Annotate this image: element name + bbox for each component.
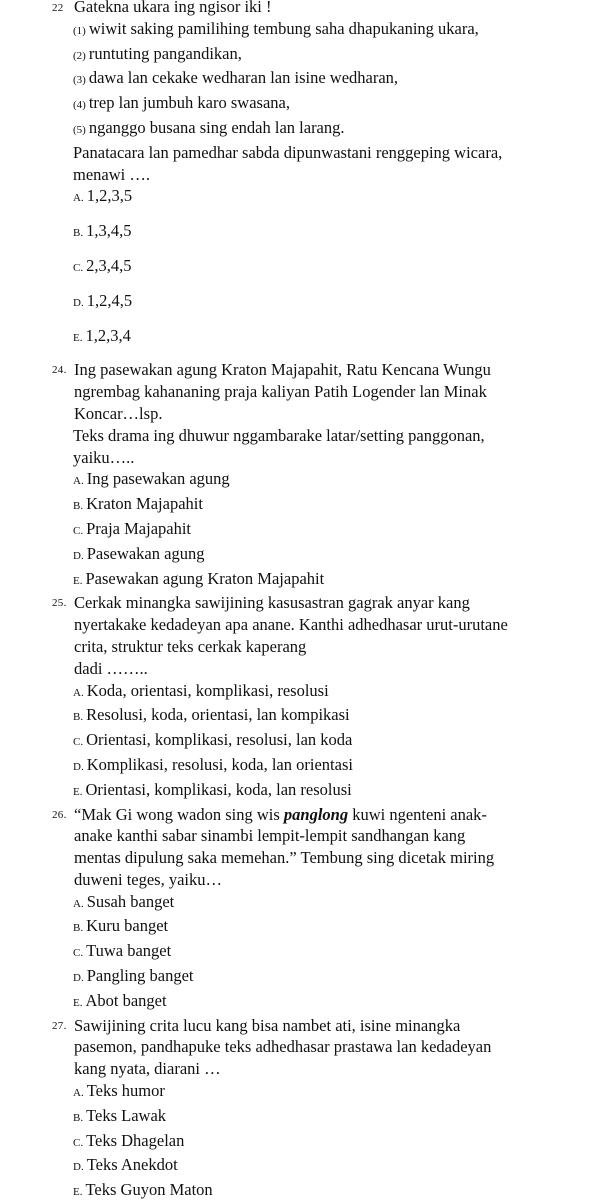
option-b[interactable]: B. Resolusi, koda, orientasi, lan kompikasi xyxy=(73,705,350,725)
question-text: Sawijining crita lucu kang bisa nambet ati, isine minangka xyxy=(74,1015,461,1035)
statement-item: (2) runtuting pangandikan, xyxy=(73,43,242,63)
statement-item: (1) wiwit saking pamilihing tembung saha dhapukaning ukara, xyxy=(73,18,479,38)
question-number: 24. xyxy=(52,364,67,377)
answer-options xyxy=(0,680,609,804)
answer-options xyxy=(0,468,609,592)
question-26 xyxy=(0,804,609,891)
option-c[interactable]: C. Tuwa banget xyxy=(73,941,172,961)
option-b[interactable]: B. Kraton Majapahit xyxy=(73,494,203,514)
option-b[interactable]: B. Teks Lawak xyxy=(73,1105,167,1125)
question-stem: Panatacara lan pamedhar sabda dipunwastani renggeping wicara, xyxy=(73,142,503,162)
option-d[interactable]: D. Teks Anekdot xyxy=(73,1155,178,1175)
option-e[interactable]: E. Teks Guyon Maton xyxy=(73,1180,213,1200)
option-e[interactable]: E. Pasewakan agung Kraton Majapahit xyxy=(73,568,325,588)
option-a[interactable]: A. Teks humor xyxy=(73,1081,165,1101)
question-text: dadi …….. xyxy=(74,658,148,678)
option-c[interactable]: C. 2,3,4,5 xyxy=(73,255,132,275)
question-text: Ing pasewakan agung Kraton Majapahit, Ratu Kencana Wungu xyxy=(74,360,491,380)
option-d[interactable]: D. Komplikasi, resolusi, koda, lan orientasi xyxy=(73,754,353,774)
question-text: crita, struktur teks cerkak kaperang xyxy=(74,636,307,656)
option-c[interactable]: C. Teks Dhagelan xyxy=(73,1130,185,1150)
question-text: kang nyata, diarani … xyxy=(74,1059,221,1079)
answer-options xyxy=(0,1080,609,1204)
option-c[interactable]: C. Orientasi, komplikasi, resolusi, lan koda xyxy=(73,730,353,750)
question-text: ngrembag kahananing praja kaliyan Patih Logender lan Minak xyxy=(74,382,487,402)
question-number: 27. xyxy=(52,1019,67,1032)
question-number: 25. xyxy=(52,597,67,610)
question-stem: Teks drama ing dhuwur nggambarake latar/setting panggonan, xyxy=(73,425,485,445)
question-text: Koncar…lsp. xyxy=(74,403,163,423)
statement-list xyxy=(0,18,609,142)
statement-item: (4) trep lan jumbuh karo swasana, xyxy=(73,93,290,113)
question-text: duweni teges, yaiku… xyxy=(74,869,223,889)
italic-term: panglong xyxy=(283,804,349,824)
question-prompt: Gatekna ukara ing ngisor iki ! xyxy=(74,0,272,16)
question-27 xyxy=(0,1015,609,1080)
option-e[interactable]: E. Orientasi, komplikasi, koda, lan resolusi xyxy=(73,779,352,799)
option-c[interactable]: C. Praja Majapahit xyxy=(73,518,192,538)
option-b[interactable]: B. 1,3,4,5 xyxy=(73,221,132,241)
question-stem: yaiku….. xyxy=(73,447,135,467)
question-text: Cerkak minangka sawijining kasusastran gagrak anyar kang xyxy=(74,593,470,613)
option-d[interactable]: D. Pangling banget xyxy=(73,966,194,986)
question-text: anake kanthi sabar sinambi lempit-lempit sandhangan kang xyxy=(74,826,466,846)
answer-options xyxy=(0,891,609,1015)
question-24 xyxy=(0,359,609,424)
question-number: 26. xyxy=(52,808,67,821)
question-text: “Mak Gi wong wadon sing wis panglong kuwi ngenteni anak- xyxy=(74,804,487,824)
question-25 xyxy=(0,592,609,679)
option-a[interactable]: A. Susah banget xyxy=(73,891,175,911)
statement-item: (5) nganggo busana sing endah lan larang. xyxy=(73,117,345,137)
option-a[interactable]: A. Koda, orientasi, komplikasi, resolusi xyxy=(73,680,329,700)
statement-item: (3) dawa lan cekake wedharan lan isine wedharan, xyxy=(73,68,399,88)
question-number: 22 xyxy=(52,2,64,14)
question-text: nyertakake kedadeyan apa anane. Kanthi adhedhasar urut-urutane xyxy=(74,615,508,635)
question-stem: menawi …. xyxy=(73,164,150,184)
option-a[interactable]: A. 1,2,3,5 xyxy=(73,186,133,206)
option-a[interactable]: A. Ing pasewakan agung xyxy=(73,469,230,489)
option-b[interactable]: B. Kuru banget xyxy=(73,916,169,936)
option-d[interactable]: D. Pasewakan agung xyxy=(73,543,205,563)
answer-options xyxy=(0,185,609,349)
option-e[interactable]: E. 1,2,3,4 xyxy=(73,325,131,345)
option-d[interactable]: D. 1,2,4,5 xyxy=(73,290,133,310)
question-text: mentas dipulung saka memehan.” Tembung sing dicetak miring xyxy=(74,848,495,868)
question-text: pasemon, pandhapuke teks adhedhasar prastawa lan kedadeyan xyxy=(74,1037,492,1057)
question-22 xyxy=(0,0,609,18)
option-e[interactable]: E. Abot banget xyxy=(73,990,167,1010)
